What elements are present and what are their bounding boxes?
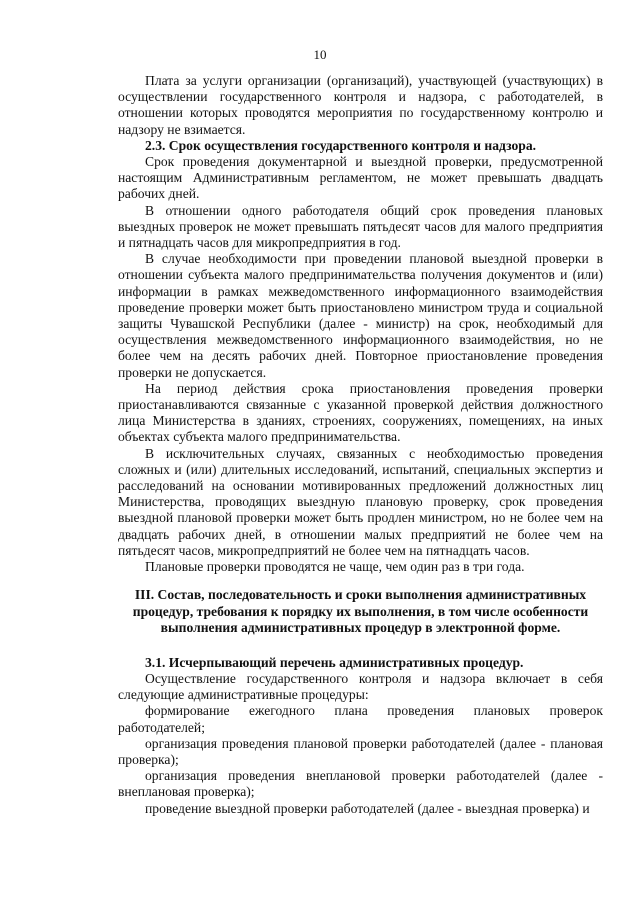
list-item-unplanned-inspection: организация проведения внеплановой проверки работодателей (далее - внеплановая проверка); <box>118 768 603 800</box>
list-item-annual-plan: формирование ежегодного плана проведения плановых проверок работодателей; <box>118 703 603 735</box>
paragraph-fee: Плата за услуги организации (организаций), участвующей (участвующих) в осуществлении государственного контроля и надзора, с работодателей, в отношении которых проводятся мероприятия по государственному контролю и надзору не взимается. <box>118 73 603 137</box>
page-number: 10 <box>313 47 327 62</box>
section-iii-title: III. Состав, последовательность и сроки выполнения административных процедур, требования к порядку их выполнения, в том числе особенности выполнения административных процедур в электронной форме. <box>132 587 589 636</box>
paragraph-suspended-actions: На период действия срока приостановления проведения проверки приостанавливаются связанные с указанной проверкой действия должностного лица Министерства в зданиях, строениях, сооружениях, помещениях, на иных объектах субъекта малого предпринимательства. <box>118 380 603 445</box>
heading-2-3: 2.3. Срок осуществления государственного контроля и надзора. <box>145 137 537 153</box>
paragraph-procedures-intro: Осуществление государственного контроля и надзора включает в себя следующие административные процедуры: <box>118 671 603 703</box>
paragraph-suspension: В случае необходимости при проведении плановой выездной проверки в отношении субъекта малого предпринимательства получения документов и (или) информации в рамках межведомственного информационного взаимодействия проведение проверки может быть приостановлено министром труда и социальной защиты Чувашской Республики (далее - министр) на срок, необходимый для осуществления межведомственного информационного взаимодействия, но не более чем на десять рабочих дней. Повторное приостановление проведения проверки не допускается. <box>118 251 603 380</box>
heading-3-1: 3.1. Исчерпывающий перечень административных процедур. <box>145 654 524 670</box>
paragraph-extension: В исключительных случаях, связанных с необходимостью проведения сложных и (или) длительных исследований, испытаний, специальных экспертиз и расследований на основании мотивированных предложений должностных лиц Министерства, проводящих выездную плановую проверку, срок проведения выездной плановой проверки может быть продлен министром, но не более чем на двадцать рабочих дней, в отношении малых предприятий не более чем на пятьдесят часов, микропредприятий не более чем на пятнадцать часов. <box>118 445 603 558</box>
paragraph-total-term: В отношении одного работодателя общий срок проведения плановых выездных проверок не может превышать пятьдесят часов для малого предприятия и пятнадцать часов для микропредприятия в год. <box>118 202 603 251</box>
document-body <box>118 73 603 817</box>
paragraph-duration: Срок проведения документарной и выездной проверки, предусмотренной настоящим Административным регламентом, не может превышать двадцать рабочих дней. <box>118 154 603 202</box>
list-item-planned-inspection: организация проведения плановой проверки работодателей (далее - плановая проверка); <box>118 735 603 768</box>
list-item-field-inspection: проведение выездной проверки работодателей (далее - выездная проверка) и <box>145 800 590 816</box>
paragraph-frequency: Плановые проверки проводятся не чаще, чем один раз в три года. <box>145 559 525 575</box>
